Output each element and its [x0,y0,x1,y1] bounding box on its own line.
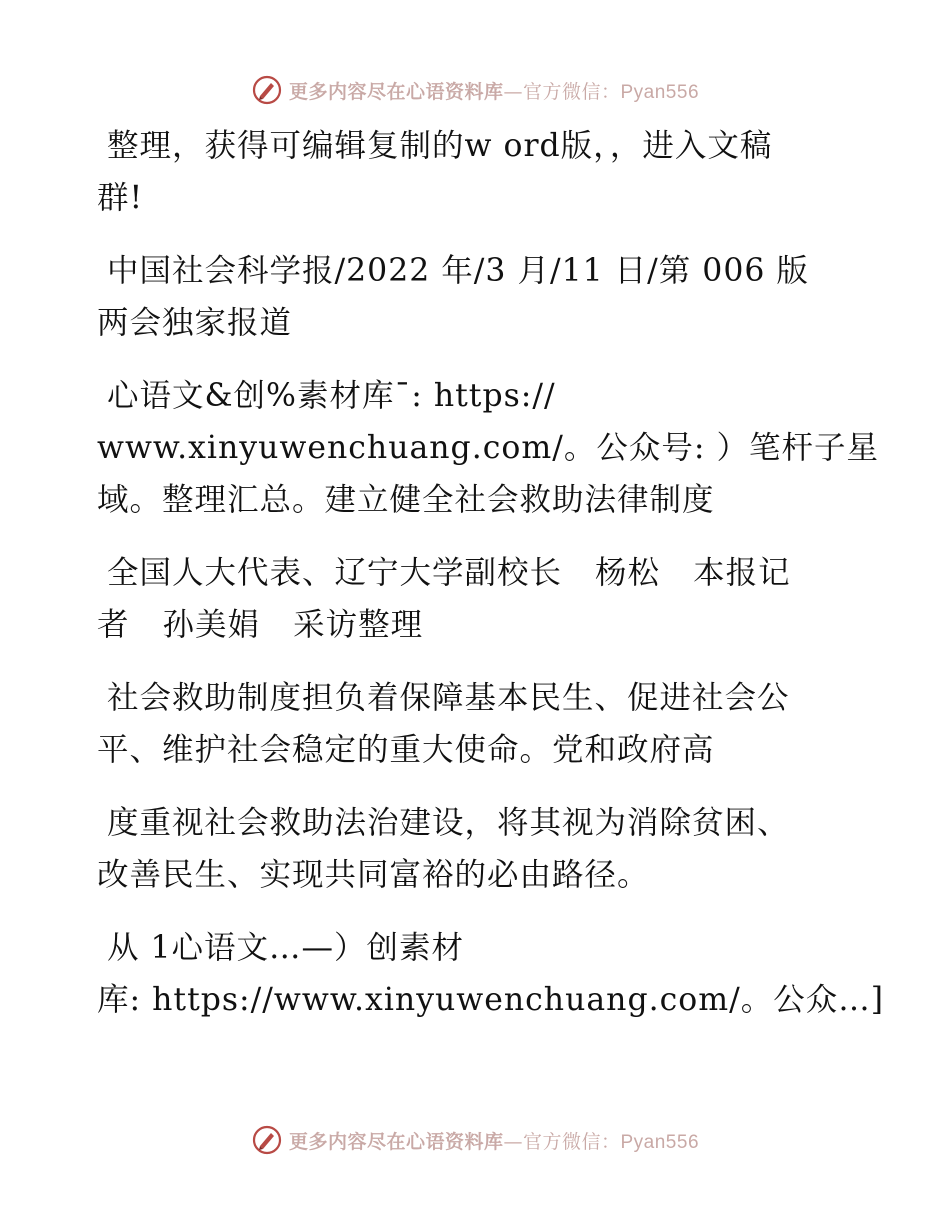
paragraph-library-link [97,370,879,526]
watermark-main-text: 更多内容尽在心语资料库 [288,1130,504,1153]
pen-circle-icon [251,1124,283,1156]
document-body [97,120,885,1047]
paragraph-intro [97,120,857,224]
paragraph-line: 中国社会科学报/2022 年/3 月/11 日/第 006 版 [107,253,809,289]
pen-circle-icon [251,74,283,106]
paragraph-line: 社会救助制度担负着保障基本民生、促进社会公 [107,680,790,716]
paragraph-source [97,245,857,349]
watermark-main-text: 更多内容尽在心语资料库 [288,80,504,103]
paragraph-line: 域。整理汇总。建立健全社会救助法律制度 [97,482,715,518]
watermark-wechat-id: Pyan556 [620,81,700,103]
watermark-wechat-label: 官方微信： [522,80,621,103]
paragraph-line: 库: https://www.xinyuwenchuang.com/。公众…] [97,982,885,1018]
paragraph-body-2 [97,797,857,901]
paragraph-line: 度重视社会救助法治建设，将其视为消除贫困、 [107,805,790,841]
paragraph-body-1 [97,672,857,776]
paragraph-line: 从 1心语文…—）创素材 [107,930,465,966]
paragraph-line: 整理，获得可编辑复制的w ord版，，进入文稿 [107,128,773,164]
watermark-separator: — [503,80,523,103]
footer-watermark-banner [0,1120,950,1160]
watermark-group [251,1124,699,1156]
watermark-text [289,1127,699,1154]
paragraph-line: 者 孙美娟 采访整理 [97,607,424,643]
paragraph-line: 心语文&创%素材库¯: https:// [107,378,556,414]
paragraph-line: 平、维护社会稳定的重大使命。党和政府高 [97,732,715,768]
watermark-text [289,77,699,104]
paragraph-line: www.xinyuwenchuang.com/。公众号: ）笔杆子星 [97,430,879,466]
watermark-wechat-id: Pyan556 [620,1131,700,1153]
watermark-separator: — [503,1130,523,1153]
paragraph-line: 群! [97,180,144,216]
watermark-group [251,74,699,106]
paragraph-byline [97,547,857,651]
watermark-wechat-label: 官方微信： [522,1130,621,1153]
paragraph-line: 全国人大代表、辽宁大学副校长 杨松 本报记 [107,555,791,591]
paragraph-line: 改善民生、实现共同富裕的必由路径。 [97,857,650,893]
paragraph-line: 两会独家报道 [97,305,293,341]
header-watermark-banner [0,70,950,110]
paragraph-body-3 [97,922,885,1026]
